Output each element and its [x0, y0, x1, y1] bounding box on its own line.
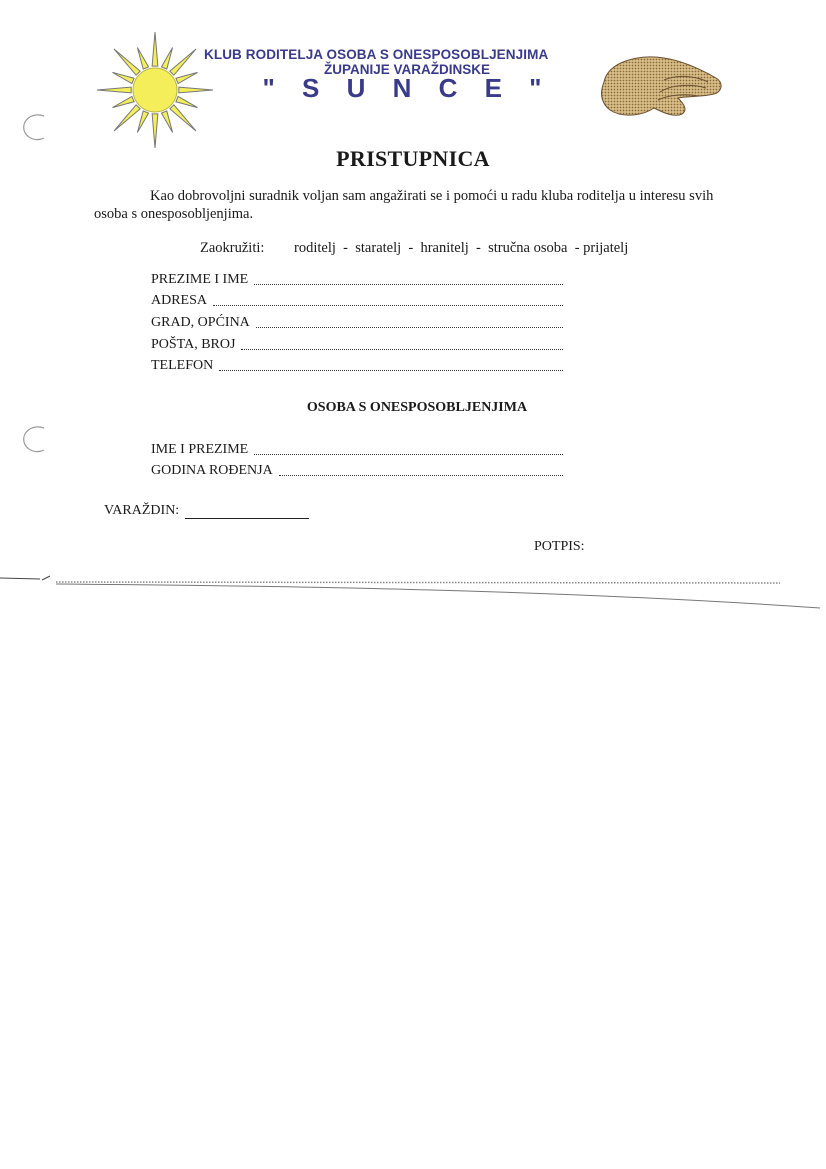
- field-dotted-line[interactable]: [254, 450, 563, 455]
- section-title: OSOBA S ONESPOSOBLJENJIMA: [306, 400, 528, 415]
- field-dotted-line[interactable]: [256, 323, 563, 328]
- field-label: GODINA ROĐENJA: [151, 463, 273, 478]
- sun-ray: [161, 48, 172, 70]
- cut-line: [0, 568, 826, 612]
- sun-ray: [170, 105, 196, 131]
- sun-ray: [152, 32, 158, 66]
- field-dotted-line[interactable]: [213, 301, 563, 306]
- org-short-name: " S U N C E ": [262, 73, 552, 103]
- org-name-line1: KLUB RODITELJA OSOBA S ONESPOSOBLJENJIMA: [204, 47, 549, 62]
- role-options-row: [200, 240, 628, 257]
- place-label: VARAŽDIN:: [104, 503, 180, 518]
- sun-ray: [152, 114, 158, 148]
- sun-ray: [176, 72, 198, 83]
- field-dotted-line[interactable]: [241, 345, 563, 350]
- sun-icon: [92, 30, 218, 148]
- hands-icon: [598, 52, 726, 128]
- sun-ray: [170, 49, 196, 75]
- field-dotted-line[interactable]: [279, 471, 563, 476]
- sun-ray: [114, 105, 140, 131]
- signature-label: POTPIS:: [534, 539, 585, 554]
- place-field[interactable]: [104, 503, 309, 519]
- field-label: TELEFON: [151, 358, 214, 373]
- punch-hole-icon: [14, 420, 58, 464]
- intro-text-line2: osoba s onesposobljenjima.: [94, 206, 254, 222]
- sun-ray: [97, 87, 131, 93]
- sun-ray: [176, 96, 198, 107]
- field-address[interactable]: [151, 291, 563, 309]
- field-label: IME I PREZIME: [151, 442, 249, 457]
- role-options[interactable]: roditelj - staratelj - hranitelj - stručna osoba - prijatelj: [294, 240, 629, 256]
- sun-ray: [161, 111, 172, 133]
- field-label: PREZIME I IME: [151, 272, 249, 287]
- form-title: PRISTUPNICA: [336, 146, 490, 171]
- field-dotted-line[interactable]: [254, 280, 563, 285]
- field-city[interactable]: [151, 313, 563, 331]
- field-full-name[interactable]: [151, 270, 563, 288]
- intro-text-line1: Kao dobrovoljni suradnik voljan sam angažirati se i pomoći u radu kluba roditelja u interesu svih: [150, 188, 714, 204]
- field-birth-year[interactable]: [151, 461, 563, 479]
- field-person-name[interactable]: [151, 440, 563, 458]
- field-phone[interactable]: [151, 356, 563, 374]
- field-dotted-line[interactable]: [219, 366, 563, 371]
- sun-ray: [137, 48, 148, 70]
- place-underline[interactable]: [185, 504, 309, 519]
- field-label: POŠTA, BROJ: [151, 337, 236, 352]
- field-postal[interactable]: [151, 335, 563, 353]
- sun-ray: [114, 49, 140, 75]
- field-label: GRAD, OPĆINA: [151, 315, 250, 330]
- field-label: ADRESA: [151, 293, 208, 308]
- sun-ray: [113, 72, 135, 83]
- org-name-line2: ŽUPANIJE VARAŽDINSKE: [323, 62, 490, 77]
- sun-ray: [137, 111, 148, 133]
- punch-hole-icon: [14, 106, 58, 150]
- sun-ray: [113, 96, 135, 107]
- circle-label: Zaokružiti:: [200, 240, 265, 256]
